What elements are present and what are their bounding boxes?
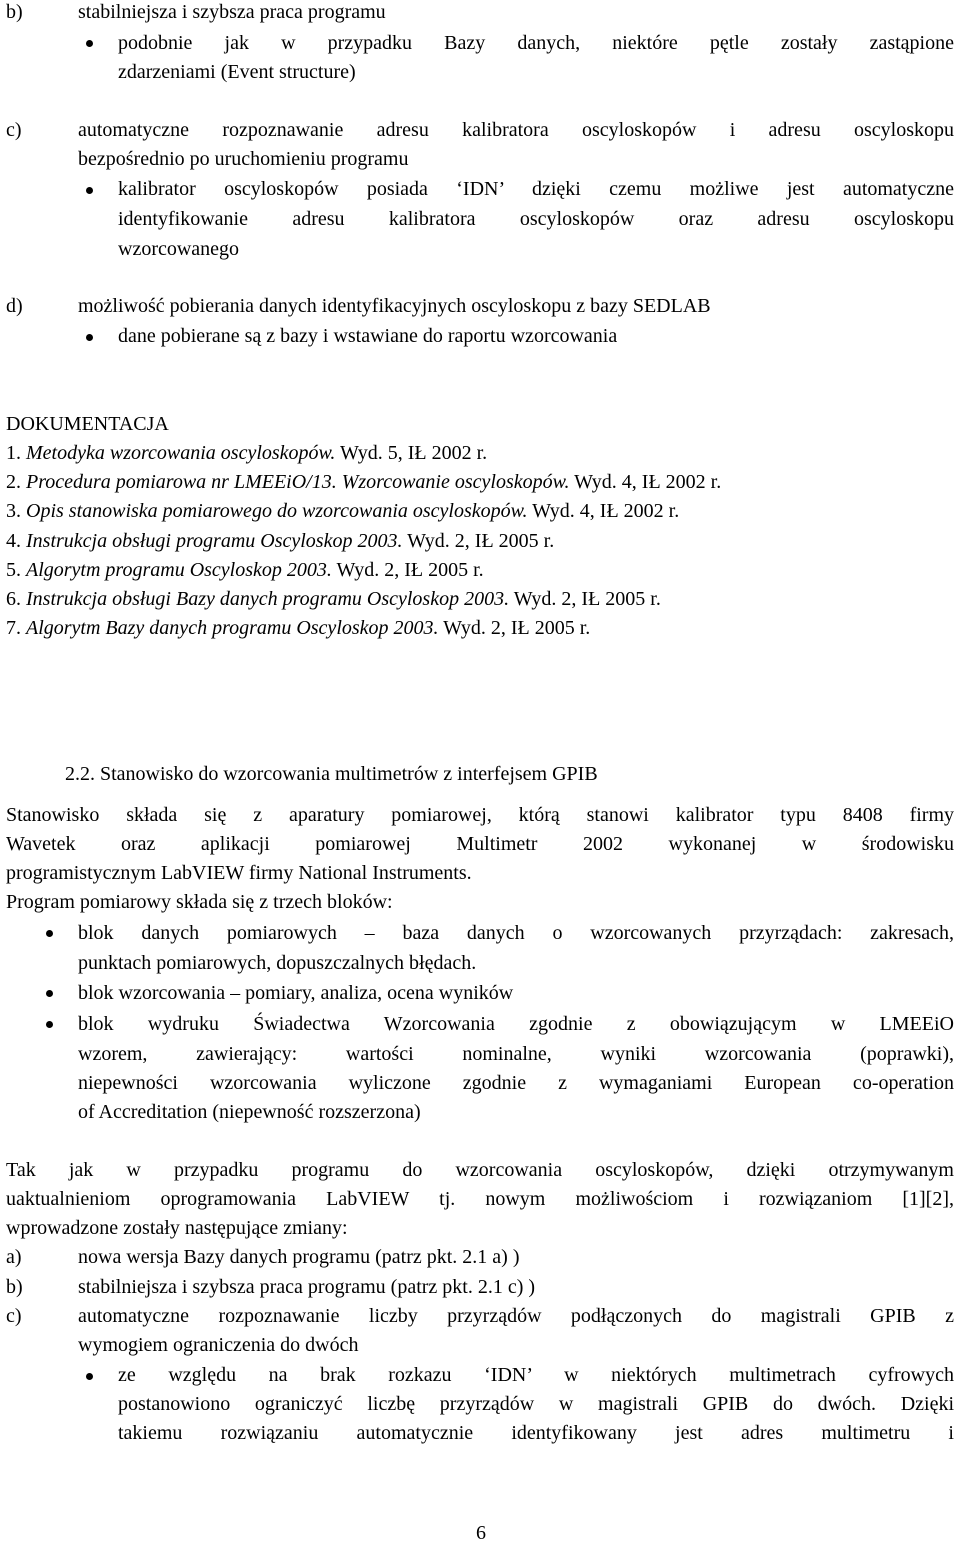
bullet-icon <box>86 334 93 341</box>
doc-item: 1. Metodyka wzorcowania oscyloskopów. Wyd. 5, IŁ 2002 r. <box>6 442 488 464</box>
paragraph-line: automatyczne rozpoznawanie adresu kalibratora oscyloskopów i adresu oscyloskopu <box>78 119 954 141</box>
doc-item: 3. Opis stanowiska pomiarowego do wzorcowania oscyloskopów. Wyd. 4, IŁ 2002 r. <box>6 500 680 522</box>
doc-item: 2. Procedura pomiarowa nr LMEEiO/13. Wzorcowanie oscyloskopów. Wyd. 4, IŁ 2002 r. <box>6 471 722 493</box>
bullet-icon <box>86 187 93 194</box>
item-label-b: b) <box>6 1 23 23</box>
paragraph-line: zdarzeniami (Event structure) <box>118 61 356 83</box>
bullet-icon <box>46 990 53 997</box>
paragraph-line: Wavetek oraz aplikacji pomiarowej Multimetr 2002 wykonanej w środowisku <box>6 833 954 855</box>
doc-item: 4. Instrukcja obsługi programu Oscyloskop 2003. Wyd. 2, IŁ 2005 r. <box>6 530 555 552</box>
paragraph-line: wzorem, zawierający: wartości nominalne, wyniki wzorcowania (poprawki), <box>78 1043 954 1065</box>
paragraph-line: programistycznym LabVIEW firmy National Instruments. <box>6 862 472 884</box>
doc-item: 7. Algorytm Bazy danych programu Oscyloskop 2003. Wyd. 2, IŁ 2005 r. <box>6 617 591 639</box>
paragraph-line: kalibrator oscyloskopów posiada ‘IDN’ dzięki czemu możliwe jest automatyczne <box>118 178 954 200</box>
section-heading: 2.2. Stanowisko do wzorcowania multimetrów z interfejsem GPIB <box>65 763 598 785</box>
paragraph-line: blok wzorcowania – pomiary, analiza, ocena wyników <box>78 982 514 1004</box>
item-text-b: stabilniejsza i szybsza praca programu (patrz pkt. 2.1 c) ) <box>78 1276 536 1298</box>
bullet-icon <box>86 40 93 47</box>
item-label-c: c) <box>6 119 22 141</box>
documentation-heading: DOKUMENTACJA <box>6 413 169 435</box>
paragraph-line: punktach pomiarowych, dopuszczalnych błędach. <box>78 952 477 974</box>
paragraph-line: podobnie jak w przypadku Bazy danych, niektóre pętle zostały zastąpione <box>118 32 954 54</box>
page-number: 6 <box>476 1522 486 1544</box>
paragraph-line: wprowadzone zostały następujące zmiany: <box>6 1217 348 1239</box>
paragraph-line: bezpośrednio po uruchomieniu programu <box>78 148 409 170</box>
paragraph-line: blok danych pomiarowych – baza danych o wzorcowanych przyrządach: zakresach, <box>78 922 954 944</box>
paragraph-line: identyfikowanie adresu kalibratora oscyloskopów oraz adresu oscyloskopu <box>118 208 954 230</box>
paragraph-line: ze względu na brak rozkazu ‘IDN’ w niektórych multimetrach cyfrowych <box>118 1364 954 1386</box>
paragraph-line: wzorcowanego <box>118 238 240 260</box>
item-label-d: d) <box>6 295 23 317</box>
paragraph-line: of Accreditation (niepewność rozszerzona) <box>78 1101 421 1123</box>
paragraph-line: Program pomiarowy składa się z trzech bloków: <box>6 891 393 913</box>
doc-item: 5. Algorytm programu Oscyloskop 2003. Wyd. 2, IŁ 2005 r. <box>6 559 484 581</box>
paragraph-line: Stanowisko składa się z aparatury pomiarowej, którą stanowi kalibrator typu 8408 firmy <box>6 804 954 826</box>
item-text-a: nowa wersja Bazy danych programu (patrz pkt. 2.1 a) ) <box>78 1246 520 1268</box>
paragraph-line: Tak jak w przypadku programu do wzorcowania oscyloskopów, dzięki otrzymywanym <box>6 1159 954 1181</box>
paragraph-line: niepewności wzorcowania wyliczone zgodnie z wymaganiami European co-operation <box>78 1072 954 1094</box>
bullet-icon <box>46 930 53 937</box>
paragraph-line: postanowiono ograniczyć liczbę przyrządów w magistrali GPIB do dwóch. Dzięki <box>118 1393 954 1415</box>
paragraph-line: uaktualnieniom oprogramowania LabVIEW tj. nowym możliwościom i rozwiązaniom [1][2], <box>6 1188 954 1210</box>
paragraph-line: blok wydruku Świadectwa Wzorcowania zgodnie z obowiązującym w LMEEiO <box>78 1013 954 1035</box>
item-label-a: a) <box>6 1246 22 1268</box>
item-label-c: c) <box>6 1305 22 1327</box>
bullet-icon <box>86 1373 93 1380</box>
paragraph-line: dane pobierane są z bazy i wstawiane do raportu wzorcowania <box>118 325 618 347</box>
item-label-b: b) <box>6 1276 23 1298</box>
item-text-b: stabilniejsza i szybsza praca programu <box>78 1 386 23</box>
paragraph-line: takiemu rozwiązaniu automatycznie identyfikowany jest adres multimetru i <box>118 1422 954 1444</box>
item-text-d: możliwość pobierania danych identyfikacyjnych oscyloskopu z bazy SEDLAB <box>78 295 711 317</box>
doc-item: 6. Instrukcja obsługi Bazy danych programu Oscyloskop 2003. Wyd. 2, IŁ 2005 r. <box>6 588 661 610</box>
bullet-icon <box>46 1021 53 1028</box>
paragraph-line: automatyczne rozpoznawanie liczby przyrządów podłączonych do magistrali GPIB z <box>78 1305 954 1327</box>
paragraph-line: wymogiem ograniczenia do dwóch <box>78 1334 359 1356</box>
